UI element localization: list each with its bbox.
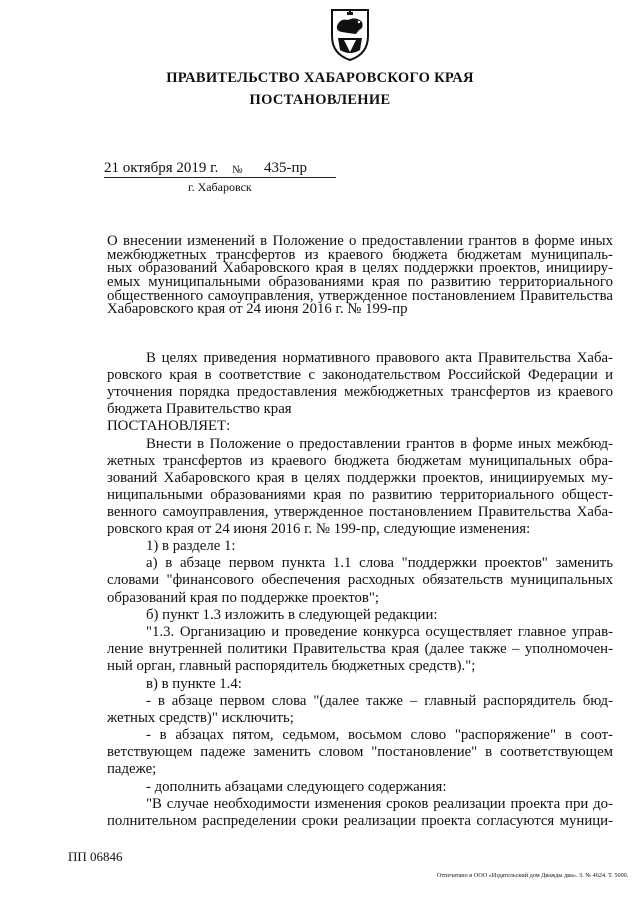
body-line: образований края по поддержке проектов"; [107, 590, 380, 606]
body-line: ление внутренней политики Правительства края (далее также – уполномочен- [107, 641, 613, 657]
body-line: венного самоуправления, утвержденное постановлением Правительства Хаба- [107, 504, 613, 520]
body-line: В целях приведения нормативного правового акта Правительства Хаба- [146, 350, 613, 366]
body-line: ветствующем падеже заменить словом "постановление" в соответствующем [107, 744, 613, 760]
body-line: словами "финансового обеспечения расходных обязательств муниципальных [107, 572, 613, 588]
title-line: общественного самоуправления, утвержденное постановлением Правительства [107, 288, 613, 304]
body-line: жетных трансфертов из краевого бюджета бюджетам муниципальных обра- [107, 453, 613, 469]
body-line: уточнения порядка предоставления межбюджетных трансфертов из краевого [107, 384, 613, 400]
body-line: падеже; [107, 761, 157, 777]
body-line: полнительном распределении сроки реализации проекта согласуются муници- [107, 813, 613, 829]
body-line: - в абзаце первом слова "(далее также – главный распорядитель бюд- [146, 693, 613, 709]
title-line: ных образований Хабаровского края в целях поддержки проектов, иницииру- [107, 260, 613, 276]
title-line: Хабаровского края от 24 июня 2016 г. № 199-пр [107, 301, 408, 317]
body-line: - в абзацах пятом, седьмом, восьмом слово "распоряжение" в соот- [146, 727, 613, 743]
date-number-underline [104, 177, 336, 178]
body-line: а) в абзаце первом пункта 1.1 слова "поддержки проектов" заменить [146, 555, 613, 571]
document-number: 435-пр [264, 160, 308, 176]
body-line: жетных средств)" исключить; [107, 710, 294, 726]
printer-imprint: Отпечатано в ООО «Издательский дом Дважды два». З. № 4624. Т. 5000. [437, 872, 629, 879]
title-line: емых муниципальными образованиями края по развитию территориального [107, 274, 613, 290]
document-code: ПП 06846 [68, 849, 123, 864]
document-type: ПОСТАНОВЛЕНИЕ [249, 92, 391, 108]
body-line: - дополнить абзацами следующего содержания: [146, 779, 447, 795]
organization-title: ПРАВИТЕЛЬСТВО ХАБАРОВСКОГО КРАЯ [166, 70, 474, 86]
body-line: ный орган, главный распорядитель бюджетных средств)."; [107, 658, 476, 674]
number-sign: № [232, 164, 243, 176]
body-line: ниципальными образованиями края по развитию территориального общест- [107, 487, 613, 503]
city: г. Хабаровск [188, 180, 252, 194]
body-line: 1) в разделе 1: [146, 538, 236, 554]
decree-word: ПОСТАНОВЛЯЕТ: [107, 418, 231, 434]
body-line: ровского края в соответствие с законодательством Российской Федерации и [107, 367, 613, 383]
body-line: бюджета Правительство края [107, 401, 292, 417]
body-line: зований Хабаровского края в целях поддержки проектов, инициируемых му- [107, 470, 613, 486]
body-line: "1.3. Организацию и проведение конкурса осуществляет главное управ- [146, 624, 613, 640]
body-line: в) в пункте 1.4: [146, 676, 242, 692]
body-line: б) пункт 1.3 изложить в следующей редакции: [146, 607, 438, 623]
document-date: 21 октября 2019 г. [104, 160, 219, 176]
title-line: О внесении изменений в Положение о предоставлении грантов в форме иных [107, 233, 613, 249]
body-line: Внести в Положение о предоставлении грантов в форме иных межбюд- [146, 436, 613, 452]
title-line: межбюджетных трансфертов из краевого бюджета бюджетам муниципаль- [107, 247, 613, 263]
body-line: ровского края от 24 июня 2016 г. № 199-пр, следующие изменения: [107, 521, 531, 537]
body-line: "В случае необходимости изменения сроков реализации проекта при до- [146, 796, 613, 812]
coat-of-arms-icon [326, 6, 374, 62]
